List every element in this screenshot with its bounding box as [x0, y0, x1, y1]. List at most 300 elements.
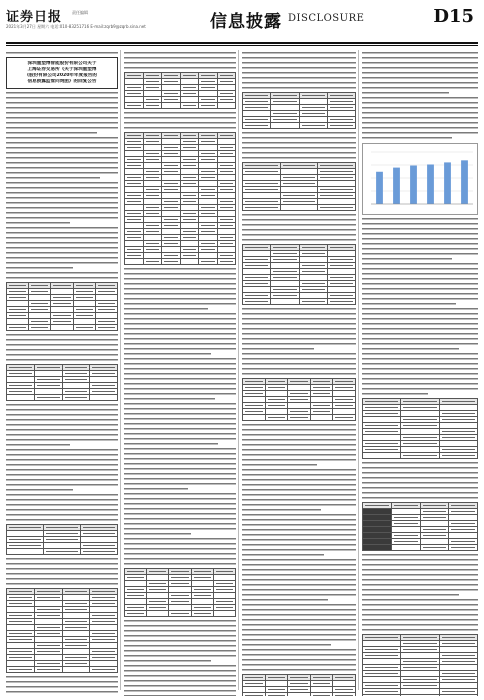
text-line	[362, 497, 478, 500]
text-line	[242, 534, 356, 537]
column-3	[242, 50, 356, 696]
table-cell	[34, 667, 62, 673]
data-table-grid	[124, 72, 236, 109]
chart-bar	[393, 168, 400, 204]
text-line	[362, 574, 478, 577]
text-line	[242, 82, 356, 85]
text-line	[124, 695, 236, 696]
table-cell	[90, 667, 118, 673]
text-line	[242, 574, 356, 577]
text-line	[6, 504, 118, 507]
text-line	[242, 464, 317, 467]
text-line	[6, 459, 118, 462]
text-line	[6, 334, 118, 337]
data-table-grid	[242, 162, 356, 211]
text-line	[124, 458, 236, 461]
text-line	[362, 487, 478, 490]
text-line	[6, 222, 70, 225]
text-line	[6, 449, 118, 452]
text-line	[6, 494, 118, 497]
text-line	[362, 293, 478, 296]
text-line	[124, 625, 236, 628]
table-cell	[125, 611, 147, 617]
data-table-grid	[362, 634, 478, 696]
table-row	[243, 299, 356, 305]
text-line	[124, 418, 236, 421]
text-line	[362, 288, 478, 291]
text-line	[242, 424, 356, 427]
data-table	[362, 398, 478, 459]
table-cell	[363, 695, 401, 697]
text-line	[242, 62, 356, 65]
newspaper-logo: 证券日报	[6, 10, 63, 25]
text-line	[6, 454, 118, 457]
table-cell	[288, 415, 311, 421]
text-line	[6, 499, 118, 502]
table-cell	[327, 123, 355, 129]
text-line	[124, 413, 236, 416]
text-line	[124, 313, 236, 316]
text-line	[242, 67, 356, 70]
text-line	[6, 52, 118, 55]
table-row	[243, 693, 356, 697]
chart-bar	[376, 172, 383, 204]
text-line	[242, 323, 356, 326]
table-cell	[199, 259, 218, 265]
text-line	[124, 650, 236, 653]
text-line	[6, 429, 118, 432]
header-rule-thin	[6, 45, 478, 46]
data-table-grid	[242, 244, 356, 305]
text-line	[124, 498, 236, 501]
text-line	[362, 554, 478, 557]
text-line	[362, 462, 478, 465]
text-line	[124, 318, 236, 321]
text-line	[242, 504, 356, 507]
text-line	[6, 469, 118, 472]
data-table	[362, 502, 478, 551]
text-line	[362, 313, 478, 316]
column-1	[6, 50, 118, 696]
text-line	[124, 433, 236, 436]
table-cell	[180, 103, 199, 109]
table-cell	[333, 415, 356, 421]
text-line	[6, 217, 118, 220]
text-line	[362, 559, 478, 562]
text-line	[6, 439, 118, 442]
text-line	[242, 333, 356, 336]
text-line	[6, 676, 118, 679]
data-table-grid	[124, 132, 236, 265]
text-line	[242, 224, 356, 227]
text-line	[6, 132, 97, 135]
data-table-grid	[6, 282, 118, 331]
text-line	[124, 438, 236, 441]
text-line	[124, 640, 236, 643]
text-line	[362, 338, 478, 341]
text-line	[242, 338, 356, 341]
table-cell	[147, 611, 169, 617]
text-line	[362, 358, 478, 361]
table-row	[7, 395, 118, 401]
text-block	[242, 424, 356, 672]
column-divider	[358, 50, 359, 690]
text-line	[124, 343, 236, 346]
text-line	[124, 468, 236, 471]
text-block	[124, 268, 236, 566]
text-line	[362, 353, 478, 356]
text-line	[362, 122, 478, 125]
table-cell	[34, 395, 62, 401]
text-line	[362, 62, 478, 65]
data-table-grid	[362, 398, 478, 459]
chart-bar	[444, 162, 451, 204]
text-line	[242, 609, 356, 612]
data-table	[362, 634, 478, 696]
text-line	[124, 453, 236, 456]
text-line	[362, 137, 452, 140]
text-line	[362, 599, 478, 602]
text-line	[242, 348, 314, 351]
text-line	[124, 358, 236, 361]
text-line	[124, 127, 236, 130]
table-cell	[439, 453, 477, 459]
text-line	[242, 373, 356, 376]
text-line	[362, 102, 478, 105]
text-line	[362, 333, 478, 336]
text-line	[242, 77, 356, 80]
text-block	[6, 334, 118, 362]
text-line	[6, 419, 118, 422]
text-line	[124, 473, 236, 476]
text-line	[242, 454, 356, 457]
text-line	[124, 122, 236, 125]
text-line	[6, 409, 118, 412]
text-line	[6, 187, 118, 190]
text-line	[242, 368, 356, 371]
text-line	[124, 630, 236, 633]
text-line	[6, 272, 118, 275]
text-line	[6, 212, 118, 215]
text-line	[242, 214, 356, 217]
chart-bar	[410, 166, 417, 204]
data-table-grid	[242, 674, 356, 696]
data-table	[6, 588, 118, 673]
text-line	[6, 349, 118, 352]
text-block	[124, 620, 236, 696]
data-table	[6, 524, 118, 555]
chart-bar	[461, 160, 468, 204]
text-line	[6, 354, 118, 357]
text-line	[362, 248, 478, 251]
text-line	[242, 474, 356, 477]
text-line	[242, 157, 356, 160]
table-cell	[243, 299, 271, 305]
text-line	[6, 102, 118, 105]
text-line	[362, 482, 478, 485]
text-line	[6, 237, 118, 240]
data-table	[242, 244, 356, 305]
text-line	[124, 67, 236, 70]
text-block	[124, 52, 236, 70]
text-line	[6, 563, 118, 566]
data-table	[6, 364, 118, 401]
article-title-line: 深圳重塑博智能股份有限公司关于	[27, 61, 97, 66]
text-line	[124, 308, 208, 311]
text-line	[242, 619, 356, 622]
text-line	[6, 474, 118, 477]
data-table-grid	[242, 92, 356, 129]
table-cell	[310, 693, 333, 697]
text-line	[6, 232, 118, 235]
data-table	[242, 378, 356, 421]
text-block	[362, 52, 478, 140]
text-line	[242, 429, 356, 432]
text-line	[362, 87, 478, 90]
text-line	[6, 414, 118, 417]
header-rule	[6, 42, 478, 44]
text-line	[362, 328, 478, 331]
text-line	[6, 157, 118, 160]
text-line	[242, 52, 356, 55]
data-table-grid	[124, 568, 236, 617]
text-line	[242, 449, 356, 452]
text-line	[124, 388, 236, 391]
text-line	[362, 393, 428, 396]
article-title-line: 上海证券交易所《关于深圳重塑博	[27, 67, 97, 72]
masthead	[6, 4, 478, 44]
text-line	[6, 192, 118, 195]
table-cell	[125, 103, 144, 109]
text-line	[362, 72, 478, 75]
table-cell	[280, 205, 318, 211]
text-line	[6, 92, 118, 95]
table-row	[125, 259, 236, 265]
text-line	[124, 363, 236, 366]
table-cell	[7, 549, 44, 555]
text-line	[362, 492, 478, 495]
text-line	[242, 509, 321, 512]
text-line	[6, 137, 118, 140]
text-line	[362, 477, 478, 480]
text-line	[362, 594, 459, 597]
table-cell	[363, 545, 392, 551]
text-line	[242, 649, 356, 652]
text-line	[124, 328, 236, 331]
text-line	[242, 634, 356, 637]
text-line	[6, 681, 118, 684]
text-line	[362, 268, 478, 271]
table-row	[363, 545, 478, 551]
text-line	[362, 368, 478, 371]
text-block	[6, 92, 118, 280]
text-line	[362, 303, 456, 306]
table-cell	[401, 695, 439, 697]
article-title-line: 信息披露监管问询函》的回复公告	[27, 79, 97, 84]
text-line	[124, 563, 236, 566]
text-line	[6, 573, 118, 576]
text-line	[242, 529, 356, 532]
text-line	[6, 464, 118, 467]
text-line	[242, 147, 356, 150]
table-cell	[217, 103, 236, 109]
text-line	[124, 685, 236, 688]
table-cell	[125, 259, 144, 265]
table-cell	[420, 545, 449, 551]
data-table-grid	[6, 364, 118, 401]
text-line	[6, 152, 118, 155]
text-line	[362, 112, 478, 115]
text-line	[6, 344, 118, 347]
text-line	[242, 624, 356, 627]
article-title-box	[6, 57, 118, 89]
text-line	[6, 359, 118, 362]
table-cell	[143, 103, 162, 109]
text-line	[362, 132, 478, 135]
text-line	[124, 533, 191, 536]
column-2	[124, 50, 236, 696]
text-line	[124, 513, 236, 516]
text-block	[6, 558, 118, 586]
text-line	[362, 378, 478, 381]
table-cell	[391, 545, 420, 551]
text-line	[124, 645, 236, 648]
text-line	[6, 242, 118, 245]
text-line	[362, 298, 478, 301]
text-line	[6, 519, 118, 522]
text-line	[362, 228, 478, 231]
text-line	[6, 257, 118, 260]
text-line	[124, 548, 236, 551]
table-cell	[243, 205, 281, 211]
text-line	[362, 233, 478, 236]
text-line	[6, 182, 118, 185]
text-line	[124, 268, 236, 271]
text-line	[124, 348, 236, 351]
text-line	[362, 619, 478, 622]
text-line	[242, 524, 356, 527]
edition-label: 责任编辑	[72, 10, 88, 15]
table-cell	[213, 611, 235, 617]
page-number: D15	[433, 6, 474, 27]
text-line	[124, 670, 236, 673]
text-line	[124, 518, 236, 521]
text-line	[242, 544, 356, 547]
text-line	[124, 323, 236, 326]
column-divider	[238, 50, 239, 690]
text-line	[124, 353, 211, 356]
text-line	[124, 423, 236, 426]
table-row	[7, 325, 118, 331]
table-row	[243, 415, 356, 421]
text-line	[6, 444, 70, 447]
text-line	[242, 654, 356, 657]
data-table	[124, 72, 236, 109]
text-line	[6, 97, 118, 100]
text-line	[242, 137, 356, 140]
table-cell	[299, 299, 327, 305]
text-block	[124, 112, 236, 130]
table-cell	[162, 259, 181, 265]
table-cell	[243, 693, 266, 697]
text-line	[362, 472, 478, 475]
text-line	[242, 664, 356, 667]
table-cell	[243, 415, 266, 421]
table-cell	[299, 123, 327, 129]
text-line	[362, 57, 478, 60]
text-line	[6, 107, 118, 110]
text-line	[6, 197, 118, 200]
text-line	[362, 629, 478, 632]
text-line	[6, 167, 118, 170]
text-line	[362, 363, 478, 366]
text-line	[124, 553, 236, 556]
table-cell	[29, 325, 51, 331]
data-table	[124, 568, 236, 617]
table-row	[125, 103, 236, 109]
text-line	[362, 308, 478, 311]
text-line	[124, 680, 236, 683]
text-line	[362, 273, 478, 276]
text-line	[6, 112, 118, 115]
text-line	[6, 277, 118, 280]
text-block	[242, 214, 356, 242]
table-cell	[288, 693, 311, 697]
text-line	[362, 92, 449, 95]
text-line	[124, 112, 236, 115]
text-line	[6, 207, 118, 210]
text-line	[362, 218, 478, 221]
text-line	[124, 333, 236, 336]
text-line	[6, 434, 118, 437]
text-line	[124, 278, 236, 281]
text-line	[362, 609, 478, 612]
table-cell	[199, 103, 218, 109]
table-row	[243, 123, 356, 129]
data-table	[124, 132, 236, 265]
data-table-grid	[362, 502, 478, 551]
text-line	[124, 635, 236, 638]
text-line	[242, 343, 356, 346]
text-block	[362, 554, 478, 632]
table-cell	[51, 325, 73, 331]
text-line	[242, 599, 328, 602]
text-line	[6, 122, 118, 125]
text-line	[242, 499, 356, 502]
table-row	[243, 205, 356, 211]
text-line	[6, 484, 118, 487]
text-line	[362, 258, 452, 261]
text-line	[362, 52, 478, 55]
text-line	[6, 142, 118, 145]
text-line	[6, 127, 118, 130]
text-line	[6, 514, 118, 517]
table-cell	[143, 259, 162, 265]
text-line	[6, 691, 118, 694]
text-line	[242, 519, 356, 522]
text-line	[242, 72, 356, 75]
text-line	[6, 267, 73, 270]
text-line	[6, 177, 100, 180]
text-line	[242, 484, 356, 487]
text-line	[124, 57, 236, 60]
text-line	[124, 493, 236, 496]
text-line	[124, 675, 236, 678]
text-line	[242, 514, 356, 517]
text-line	[242, 308, 356, 311]
text-line	[242, 318, 356, 321]
table-cell	[90, 395, 118, 401]
